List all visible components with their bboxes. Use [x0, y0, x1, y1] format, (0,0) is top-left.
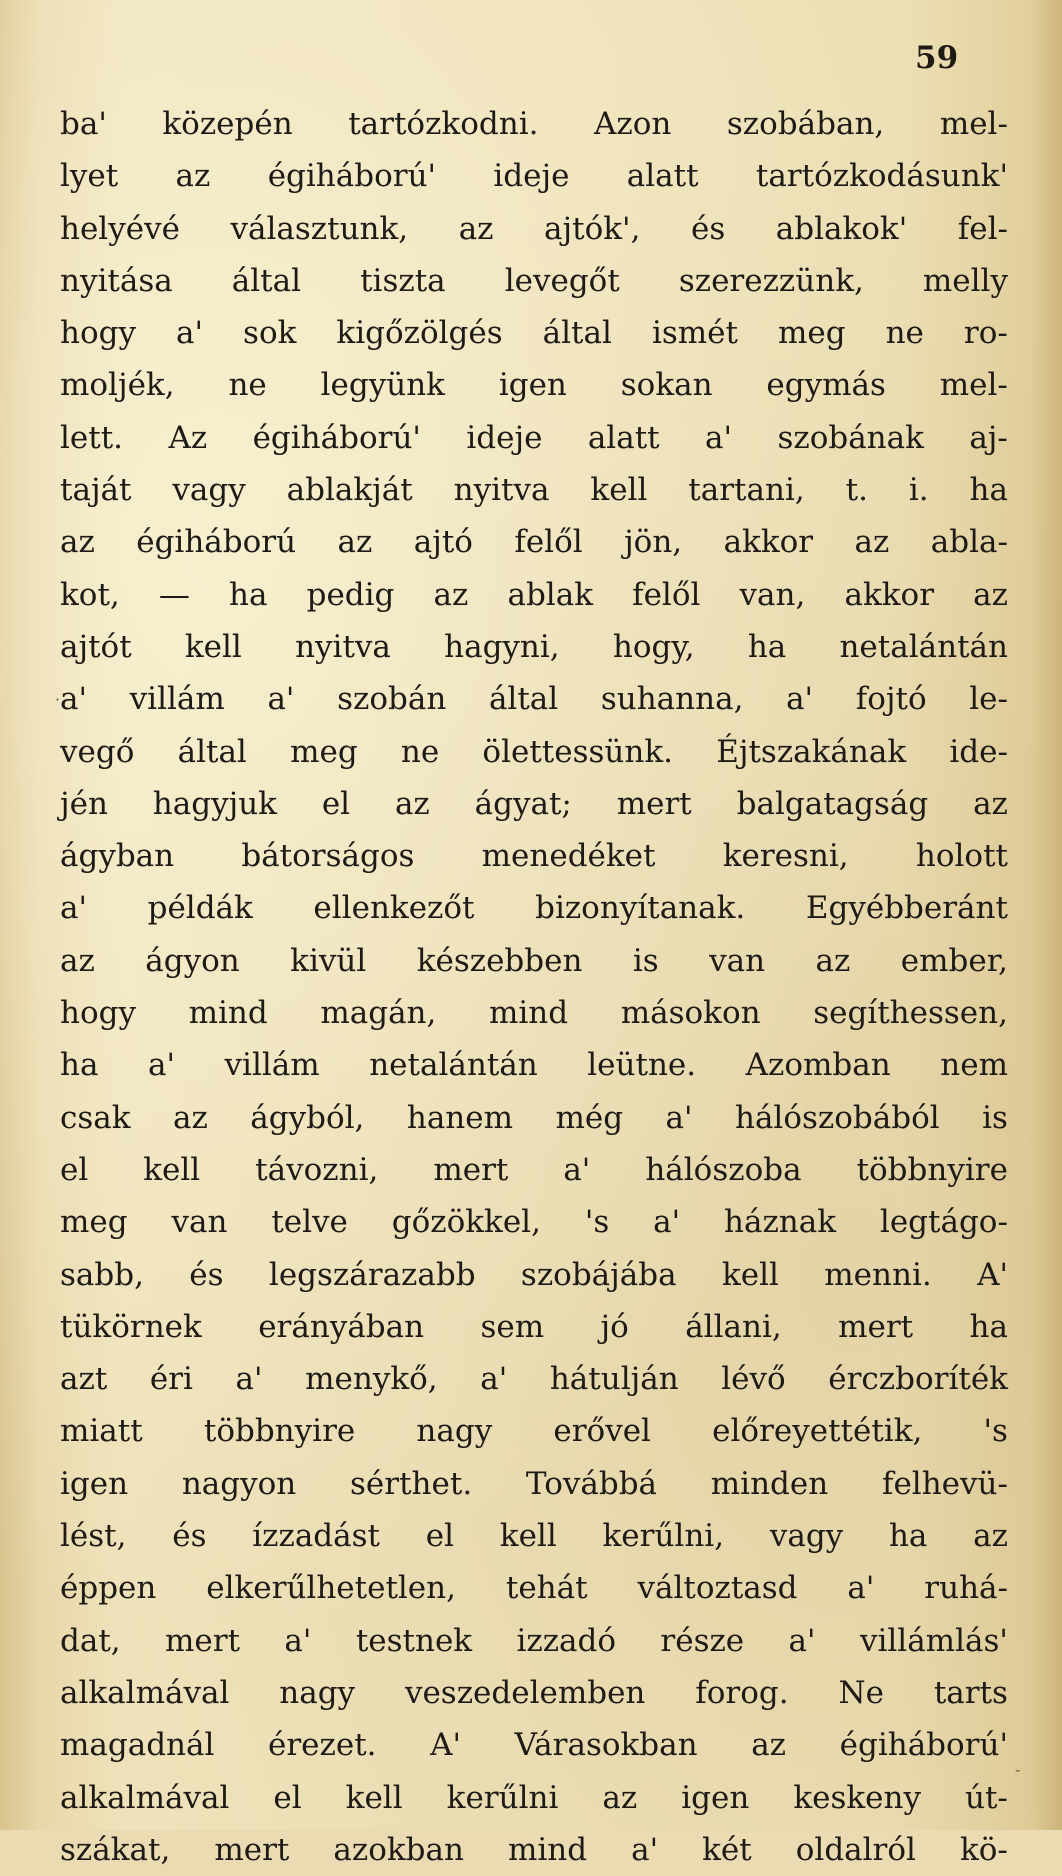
word: sokan	[620, 367, 713, 404]
word: minden	[710, 1465, 829, 1502]
word: az	[394, 785, 430, 822]
word: éppen	[60, 1570, 157, 1607]
word: ágyban	[60, 838, 175, 875]
word: felhevü-	[881, 1465, 1008, 1502]
word: szerezzünk,	[678, 262, 864, 299]
word: tarts	[933, 1674, 1008, 1711]
word: a'	[480, 1361, 508, 1398]
word: ha	[229, 576, 268, 613]
word: kell	[143, 1151, 201, 1188]
word: nagy	[279, 1674, 356, 1711]
word: dat,	[60, 1622, 121, 1659]
word: ha	[888, 1518, 928, 1555]
word: van	[709, 942, 766, 979]
text-line	[60, 359, 1008, 411]
word: meg	[777, 315, 846, 352]
word: többnyire	[203, 1413, 356, 1450]
word: pedig	[306, 576, 395, 613]
text-line	[60, 882, 1008, 934]
word: 's	[584, 1204, 610, 1241]
word: ideje	[493, 158, 570, 195]
word: az	[60, 524, 95, 561]
word: mert	[616, 785, 692, 822]
word: bizonyítanak.	[535, 890, 746, 927]
word: lévő	[721, 1361, 786, 1398]
word: az	[973, 1518, 1008, 1555]
word: tartózkodni.	[348, 106, 539, 142]
word: által	[488, 681, 559, 718]
word: készebben	[416, 942, 583, 979]
word: hagyjuk	[152, 785, 277, 822]
text-line	[60, 778, 1008, 830]
word: legyünk	[320, 367, 445, 404]
word: szobájába	[520, 1256, 677, 1293]
word: szobának	[777, 419, 924, 456]
word: a'	[653, 1204, 681, 1241]
word: akkor	[844, 576, 935, 613]
word: felől	[514, 524, 583, 561]
word: Azon	[594, 106, 672, 142]
word: meg	[60, 1204, 128, 1241]
word: égiháború'	[267, 158, 437, 195]
word: égiháború'	[839, 1727, 1008, 1764]
word: kell	[499, 1518, 557, 1555]
word: érezet.	[268, 1727, 377, 1764]
word: miatt	[60, 1413, 143, 1450]
word: leütne.	[587, 1047, 697, 1084]
word: mel-	[939, 106, 1008, 142]
word: nagy	[416, 1413, 493, 1450]
word: Egyébberánt	[805, 890, 1008, 927]
word: ideje	[466, 419, 543, 456]
word: kell	[721, 1256, 779, 1293]
word: melly	[922, 262, 1008, 299]
word: éri	[149, 1361, 193, 1398]
word: kell	[590, 472, 648, 509]
word: előreyettétik,	[712, 1413, 923, 1450]
page-number: 59	[915, 40, 959, 76]
text-line	[60, 98, 1008, 150]
word: állani,	[685, 1308, 782, 1345]
word: szobában,	[726, 106, 885, 142]
word: szákat,	[60, 1831, 171, 1868]
word: érczboríték	[828, 1361, 1008, 1398]
word: elkerűlhetetlen,	[206, 1570, 456, 1607]
text-line	[60, 1144, 1008, 1196]
word: bátorságos	[241, 838, 415, 875]
word: az	[337, 524, 373, 561]
word: és	[172, 1518, 207, 1555]
word: a'	[847, 1570, 875, 1607]
word: lett.	[60, 419, 124, 456]
word: taját	[60, 472, 132, 509]
word: sabb,	[60, 1256, 144, 1293]
word: i.	[908, 472, 929, 509]
text-line	[60, 412, 1008, 464]
word: kivül	[290, 942, 367, 979]
word: ablakját	[286, 472, 413, 509]
word: háznak	[724, 1204, 837, 1241]
word: az	[173, 1099, 208, 1136]
word: alkalmával	[60, 1779, 230, 1816]
word: nyitva	[453, 472, 550, 509]
text-line	[60, 1510, 1008, 1562]
word: út-	[965, 1779, 1008, 1816]
text-line	[60, 255, 1008, 307]
word: abla-	[930, 524, 1008, 561]
word: sérthet.	[350, 1465, 473, 1502]
word: nyitva	[295, 628, 391, 665]
word: ölettessünk.	[482, 733, 673, 770]
text-line	[60, 987, 1008, 1039]
text-line	[60, 1249, 1008, 1301]
word: A'	[977, 1256, 1008, 1293]
word: erányában	[258, 1308, 425, 1345]
word: a'	[705, 419, 733, 456]
word: holott	[915, 838, 1008, 875]
word: csak	[60, 1099, 131, 1136]
text-line	[60, 830, 1008, 882]
word: villámlás'	[859, 1622, 1008, 1659]
word: mind	[188, 995, 268, 1032]
word: két	[702, 1831, 752, 1868]
text-line	[60, 516, 1008, 568]
word: a'	[267, 681, 295, 718]
word: is	[632, 942, 659, 979]
word: ide-	[949, 733, 1008, 770]
word: le-	[969, 681, 1008, 718]
word: forog.	[695, 1674, 789, 1711]
text-line	[60, 1092, 1008, 1144]
text-line	[60, 569, 1008, 621]
text-line	[60, 1615, 1008, 1667]
text-line	[60, 1667, 1008, 1719]
word: szobán	[337, 681, 447, 718]
word: igen	[681, 1779, 750, 1816]
word: kerűlni	[446, 1779, 559, 1816]
word: a'	[786, 681, 814, 718]
text-line	[60, 150, 1008, 202]
word: hálószobából	[734, 1099, 940, 1136]
word: alatt	[587, 419, 660, 456]
word: menedéket	[481, 838, 656, 875]
word: ha	[969, 472, 1008, 509]
word: mert	[433, 1151, 509, 1188]
word: ablak	[507, 576, 593, 613]
text-line	[60, 935, 1008, 987]
word: választunk,	[230, 210, 409, 247]
text-line	[60, 726, 1008, 778]
word: az	[175, 158, 211, 195]
word: ablakok'	[775, 210, 908, 247]
word: keresni,	[722, 838, 849, 875]
word: Az	[168, 419, 208, 456]
word: nagyon	[181, 1465, 297, 1502]
word: helyévé	[60, 210, 180, 247]
word: által	[542, 315, 612, 352]
word: levegőt	[504, 262, 620, 299]
word: az	[60, 942, 95, 979]
word: ízzadást	[252, 1518, 381, 1555]
word: van,	[739, 576, 806, 613]
word: hagyni,	[444, 628, 560, 665]
word: A'	[430, 1727, 462, 1764]
ink-speck: ·	[55, 690, 61, 709]
word: legszárazabb	[268, 1256, 476, 1293]
text-line	[60, 203, 1008, 255]
word: ellenkezőt	[313, 890, 475, 927]
word: mind	[488, 995, 569, 1032]
text-line	[60, 1196, 1008, 1248]
word: mert	[214, 1831, 290, 1868]
word: sok	[243, 315, 297, 352]
word: oldalról	[795, 1831, 916, 1868]
word: hogy	[60, 315, 136, 352]
word: veszedelemben	[404, 1674, 646, 1711]
word: moljék,	[60, 367, 175, 404]
word: balgatagság	[736, 785, 929, 822]
word: ha	[747, 628, 787, 665]
word: aj-	[969, 419, 1008, 456]
word: villám	[224, 1047, 320, 1084]
word: kot,	[60, 576, 120, 613]
word: suhanna,	[600, 681, 744, 718]
word: hanem	[406, 1099, 514, 1136]
word: jó	[600, 1308, 629, 1345]
word: közepén	[162, 106, 293, 142]
word: egymás	[766, 367, 886, 404]
word: ruhá-	[924, 1570, 1008, 1607]
word: tiszta	[360, 262, 446, 299]
word: igen	[60, 1465, 129, 1502]
word: meg	[290, 733, 358, 770]
word: tehát	[505, 1570, 588, 1607]
word: mel-	[939, 367, 1008, 404]
word: ro-	[963, 315, 1008, 352]
word: is	[982, 1099, 1008, 1136]
word: van	[171, 1204, 228, 1241]
word: menykő,	[305, 1361, 438, 1398]
word: és	[690, 210, 726, 247]
word: menni.	[824, 1256, 932, 1293]
word: Várasokban	[514, 1727, 698, 1764]
word: ajtót	[60, 628, 132, 665]
word: a'	[60, 681, 88, 718]
word: még	[555, 1099, 624, 1136]
word: telve	[271, 1204, 348, 1241]
text-line	[60, 1772, 1008, 1824]
word: része	[660, 1622, 745, 1659]
word: legtágo-	[879, 1204, 1008, 1241]
word: égiháború'	[252, 419, 421, 456]
word: Továbbá	[525, 1465, 658, 1502]
word: —	[158, 576, 190, 613]
text-line	[60, 1405, 1008, 1457]
word: az	[973, 576, 1008, 613]
word: ne	[885, 315, 924, 352]
word: magán,	[320, 995, 437, 1032]
text-line	[60, 1719, 1008, 1771]
word: kö-	[959, 1831, 1008, 1868]
word: a'	[176, 315, 204, 352]
text-line	[60, 1562, 1008, 1614]
word: a'	[665, 1099, 693, 1136]
word: kell	[184, 628, 242, 665]
word: által	[177, 733, 247, 770]
word: magadnál	[60, 1727, 215, 1764]
word: a'	[563, 1151, 591, 1188]
word: lést,	[60, 1518, 127, 1555]
word: tartózkodásunk'	[755, 158, 1008, 195]
text-line	[60, 673, 1008, 725]
word: fel-	[957, 210, 1008, 247]
word: azokban	[333, 1831, 464, 1868]
word: ismét	[651, 315, 738, 352]
word: ágyat;	[474, 785, 572, 822]
word: keskeny	[793, 1779, 921, 1816]
word: a'	[788, 1622, 816, 1659]
word: fojtó	[855, 681, 927, 718]
word: felől	[632, 576, 701, 613]
word: a'	[60, 890, 88, 927]
word: akkor	[723, 524, 814, 561]
word: Azomban	[745, 1047, 891, 1084]
word: nem	[940, 1047, 1008, 1084]
word: gőzökkel,	[391, 1204, 541, 1241]
text-line	[60, 1824, 1008, 1876]
text-line	[60, 1353, 1008, 1405]
word: vegő	[60, 733, 135, 770]
word: az	[433, 576, 469, 613]
word: netalántán	[369, 1047, 538, 1084]
word: a'	[631, 1831, 659, 1868]
word: az	[751, 1727, 787, 1764]
word: alatt	[626, 158, 699, 195]
word: mind	[507, 1831, 588, 1868]
word: erővel	[553, 1413, 651, 1450]
word: nyitása	[60, 262, 173, 299]
word: hálószoba	[645, 1151, 802, 1188]
word: ne	[228, 367, 267, 404]
word: villám	[129, 681, 225, 718]
word: az	[815, 942, 851, 979]
word: vagy	[172, 472, 246, 509]
word: hogy	[60, 995, 136, 1032]
word: a'	[235, 1361, 263, 1398]
text-line	[60, 1458, 1008, 1510]
word: izzadó	[516, 1622, 617, 1659]
word: kell	[345, 1779, 403, 1816]
word: ágyon	[145, 942, 240, 979]
word: t.	[845, 472, 868, 509]
word: hátulján	[549, 1361, 679, 1398]
word: ha	[60, 1047, 99, 1084]
word: alkalmával	[60, 1674, 230, 1711]
word: által	[231, 262, 302, 299]
word: az	[854, 524, 890, 561]
word: ne	[400, 733, 440, 770]
word: és	[189, 1256, 224, 1293]
text-line	[60, 621, 1008, 673]
word: lyet	[60, 158, 119, 195]
word: netalántán	[839, 628, 1008, 665]
word: változtasd	[637, 1570, 798, 1607]
text-line	[60, 1039, 1008, 1091]
word: ember,	[900, 942, 1008, 979]
word: az	[458, 210, 494, 247]
ink-speck: -	[1015, 1760, 1021, 1779]
word: ajtók',	[544, 210, 641, 247]
word: el	[321, 785, 351, 822]
word: példák	[147, 890, 253, 927]
text-line	[60, 307, 1008, 359]
word: távozni,	[255, 1151, 379, 1188]
word: azt	[60, 1361, 108, 1398]
text-line	[60, 1301, 1008, 1353]
word: Ne	[838, 1674, 884, 1711]
word: ágyból,	[250, 1099, 365, 1136]
word: el	[425, 1518, 455, 1555]
word: igen	[498, 367, 567, 404]
word: égiháború	[136, 524, 297, 561]
word: hogy,	[612, 628, 695, 665]
text-line	[60, 464, 1008, 516]
word: vagy	[769, 1518, 844, 1555]
body-text	[60, 98, 1008, 1876]
word: az	[973, 785, 1008, 822]
word: mert	[165, 1622, 241, 1659]
word: tartani,	[688, 472, 805, 509]
word: jén	[60, 785, 108, 822]
word: segíthessen,	[813, 995, 1008, 1032]
word: mert	[838, 1308, 914, 1345]
word: testnek	[355, 1622, 473, 1659]
word: 's	[983, 1413, 1008, 1450]
word: másokon	[620, 995, 761, 1032]
word: Éjtszakának	[716, 733, 907, 770]
word: jön,	[624, 524, 683, 561]
word: tükörnek	[60, 1308, 202, 1345]
word: el	[60, 1151, 89, 1188]
word: kerűlni,	[602, 1518, 725, 1555]
word: az	[602, 1779, 638, 1816]
word: sem	[480, 1308, 545, 1345]
word: a'	[147, 1047, 175, 1084]
word: el	[273, 1779, 302, 1816]
word: többnyire	[856, 1151, 1008, 1188]
word: kigőzölgés	[336, 315, 503, 352]
word: ba'	[60, 106, 107, 142]
word: ha	[969, 1308, 1008, 1345]
word: a'	[284, 1622, 312, 1659]
word: ajtó	[413, 524, 473, 561]
